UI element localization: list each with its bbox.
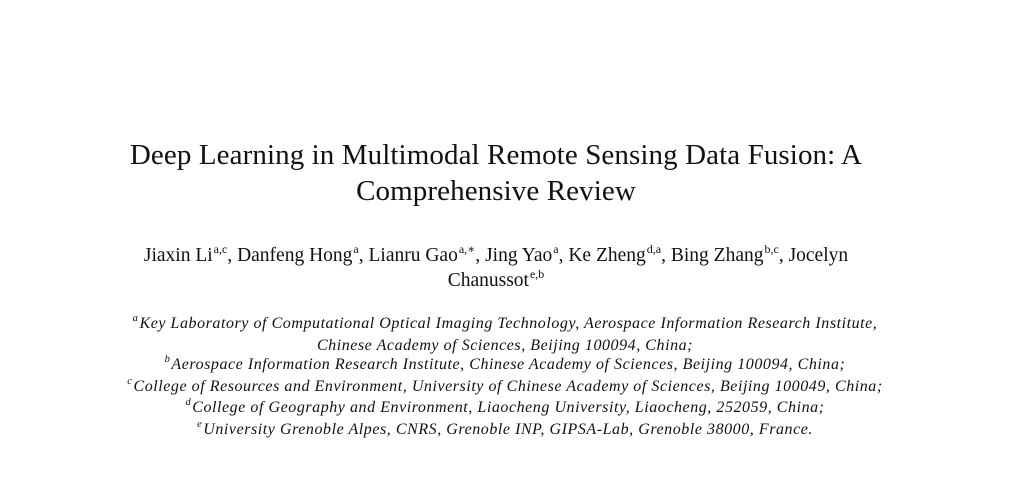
author-name: Ke Zheng: [568, 245, 646, 266]
author-affiliation-marks: a: [553, 242, 559, 256]
author-entry: [447, 267, 545, 291]
affiliation-text: Key Laboratory of Computational Optical Imaging Technology, Aerospace Information Research Institute,: [139, 315, 878, 332]
author-affiliation-marks: e,b: [529, 267, 545, 281]
affiliation-line: [40, 398, 970, 420]
author-entry: [789, 245, 849, 266]
author-entry: [237, 242, 364, 266]
author-entry: [568, 242, 666, 266]
affiliation-line: [40, 336, 970, 356]
affiliation-text: College of Resources and Environment, University of Chinese Academy of Sciences, Beijing 100049, China;: [133, 377, 883, 395]
author-separator: ,: [558, 245, 564, 266]
author-name: Jocelyn: [788, 245, 849, 266]
author-separator: ,: [358, 245, 364, 266]
affiliation-text: University Grenoble Alpes, CNRS, Grenoble INP, GIPSA-Lab, Grenoble 38000, France.: [203, 420, 813, 438]
affiliation-text: College of Geography and Environment, Liaocheng University, Liaocheng, 252059, China;: [192, 399, 825, 417]
affiliation-list: [40, 314, 970, 442]
paper-title: [40, 137, 952, 209]
author-list: [40, 244, 952, 294]
author-name: Bing Zhang: [670, 245, 764, 266]
author-entry: [368, 242, 481, 266]
author-name: Chanussot: [447, 270, 529, 291]
author-affiliation-marks: d,a: [646, 242, 662, 256]
author-entry: [485, 242, 564, 266]
author-name: Lianru Gao: [368, 245, 458, 266]
author-separator: ,: [475, 245, 481, 266]
affiliation-mark: c: [127, 375, 133, 387]
affiliation-text: Aerospace Information Research Institute, Chinese Academy of Sciences, Beijing 100094, China;: [171, 356, 846, 374]
author-affiliation-marks: a,c: [213, 242, 228, 256]
affiliation-line: [40, 355, 970, 377]
author-affiliation-marks: a: [353, 242, 359, 256]
affiliation-line: [40, 377, 970, 399]
author-affiliation-marks: b,c: [764, 242, 779, 256]
author-line-2: [40, 269, 952, 294]
author-separator: ,: [778, 245, 784, 266]
author-separator: ,: [227, 245, 233, 266]
author-name: Danfeng Hong: [237, 245, 353, 266]
affiliation-mark: d: [185, 397, 192, 409]
author-entry: [143, 242, 233, 266]
affiliation-mark: e: [197, 418, 203, 430]
author-separator: ,: [661, 245, 666, 266]
author-name: Jing Yao: [485, 245, 553, 266]
affiliation-line: [40, 314, 970, 336]
author-affiliation-marks: a,∗: [458, 242, 476, 256]
affiliation-mark: b: [164, 354, 171, 366]
affiliation-mark: a: [132, 313, 139, 324]
title-line-1: Deep Learning in Multimodal Remote Sensing Data Fusion: A: [129, 139, 863, 171]
author-line-1: [40, 244, 952, 269]
affiliation-text: Chinese Academy of Sciences, Beijing 100094, China;: [316, 336, 694, 354]
affiliation-line: [40, 420, 970, 442]
title-line-2: Comprehensive Review: [356, 175, 636, 207]
author-name: Jiaxin Li: [143, 245, 213, 266]
author-entry: [670, 242, 784, 266]
